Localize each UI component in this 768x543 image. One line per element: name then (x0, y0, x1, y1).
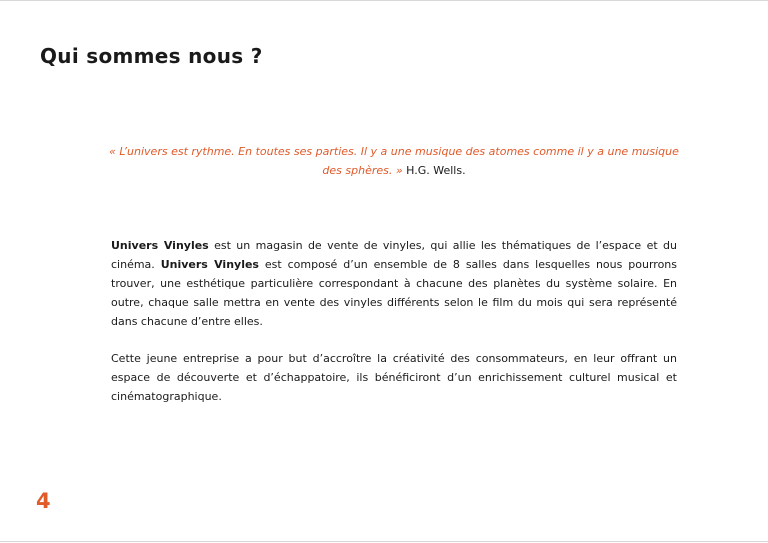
paragraph-mission: Cette jeune entreprise a pour but d’accroître la créativité des consommateurs, en leur offrant un espace de découverte et d’échappatoire, ils bénéficiront d’un enrichissement culturel musical et cinématographique. (111, 352, 677, 403)
quote-text: « L’univers est rythme. En toutes ses parties. Il y a une musique des atomes comme il y a une musique des sphères. » (109, 145, 679, 177)
quote-author: H.G. Wells. (406, 164, 466, 177)
page-number: 4 (36, 489, 51, 513)
quote (105, 142, 683, 180)
brand-name: Univers Vinyles (160, 258, 259, 271)
paragraph-text: est composé d’un ensemble de 8 salles dans lesquelles nous pourrons trouver, une esthétique particulière correspondant à chacune des planètes du système solaire. En outre, chaque salle mettra en vente des vinyles différents selon le film du mois qui sera représenté dans chacune d’entre elles. (111, 258, 678, 328)
body-text (111, 236, 677, 424)
bottom-border (0, 541, 768, 542)
top-border (0, 0, 768, 1)
brand-name: Univers Vinyles (111, 239, 209, 252)
paragraph-intro (111, 236, 677, 331)
paragraph-text: est un magasin de vente de vinyles, qui allie les thématiques de l’espace et du cinéma. (111, 239, 677, 271)
page-title: Qui sommes nous ? (40, 44, 263, 68)
